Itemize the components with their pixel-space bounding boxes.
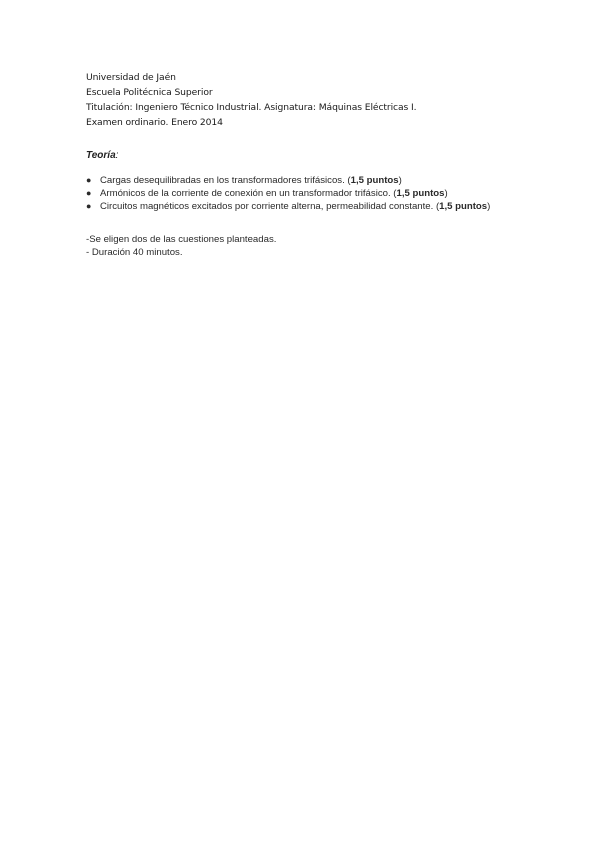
question-text: Circuitos magnéticos excitados por corriente alterna, permeabilidad constante. (	[100, 201, 440, 212]
degree-subject-line: Titulación: Ingeniero Técnico Industrial. Asignatura: Máquinas Eléctricas I.	[86, 102, 417, 113]
university-name: Universidad de Jaén	[86, 72, 176, 83]
bullet-icon: ●	[86, 188, 92, 198]
question-close: )	[398, 175, 402, 186]
question-points: 1,5 puntos	[396, 188, 445, 199]
question-text: Cargas desequilibradas en los transformadores trifásicos. (	[100, 175, 351, 186]
question-points: 1,5 puntos	[350, 175, 399, 186]
theory-heading-label: Teoría	[86, 150, 116, 161]
theory-heading-colon: :	[115, 150, 119, 161]
bullet-icon: ●	[86, 175, 92, 185]
question-close: )	[487, 201, 491, 212]
exam-notes	[86, 234, 276, 259]
list-item	[86, 187, 490, 200]
document-header	[86, 70, 416, 130]
question-points: 1,5 puntos	[439, 201, 488, 212]
theory-heading	[86, 150, 118, 161]
exam-session: Examen ordinario. Enero 2014	[86, 117, 223, 128]
question-text: Armónicos de la corriente de conexión en un transformador trifásico. (	[100, 188, 397, 199]
question-close: )	[444, 188, 448, 199]
question-list	[86, 174, 490, 213]
school-name: Escuela Politécnica Superior	[86, 87, 213, 98]
note-choice: -Se eligen dos de las cuestiones planteadas.	[86, 234, 277, 245]
list-item	[86, 200, 490, 213]
note-duration: - Duración 40 minutos.	[86, 246, 183, 258]
list-item	[86, 174, 490, 187]
bullet-icon: ●	[86, 201, 92, 211]
